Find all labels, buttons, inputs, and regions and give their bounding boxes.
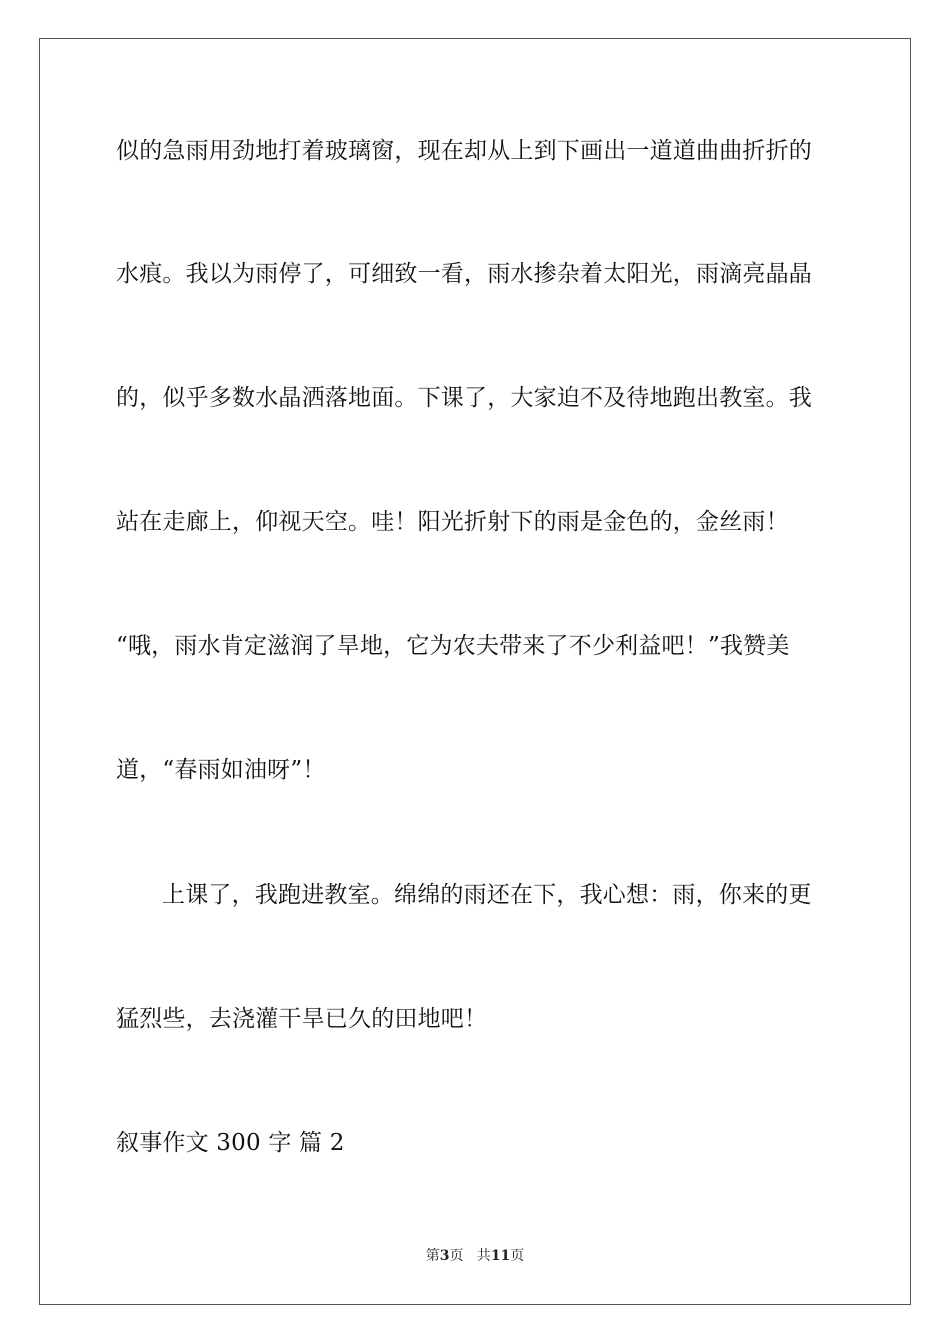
footer-total-pages: 11 (490, 1248, 511, 1264)
page-border (39, 38, 911, 1305)
text-line-7-paragraph-start: 上课了，我跑进教室。绵绵的雨还在下，我心想：雨，你来的更 (162, 882, 812, 908)
footer-suffix: 页 (510, 1248, 525, 1264)
text-line-6: 道，“春雨如油呀”！ (116, 757, 326, 783)
text-line-2: 水痕。我以为雨停了，可细致一看，雨水掺杂着太阳光，雨滴亮晶晶 (116, 261, 812, 287)
page-footer (0, 1247, 950, 1265)
text-line-8: 猛烈些，去浇灌干旱已久的田地吧！ (116, 1006, 488, 1032)
text-line-5: “哦，雨水肯定滋润了旱地，它为农夫带来了不少利益吧！”我赞美 (116, 633, 790, 659)
text-line-3: 的，似乎多数水晶洒落地面。下课了，大家迫不及待地跑出教室。我 (116, 385, 812, 411)
footer-page-number: 3 (439, 1248, 450, 1264)
section-heading: 叙事作文 300 字 篇 2 (116, 1130, 345, 1156)
text-line-4: 站在走廊上，仰视天空。哇！阳光折射下的雨是金色的，金丝雨！ (116, 509, 789, 535)
footer-prefix: 第 (425, 1248, 440, 1264)
footer-mid: 页 共 (449, 1248, 491, 1264)
text-line-1: 似的急雨用劲地打着玻璃窗，现在却从上到下画出一道道曲曲折折的 (116, 138, 812, 164)
